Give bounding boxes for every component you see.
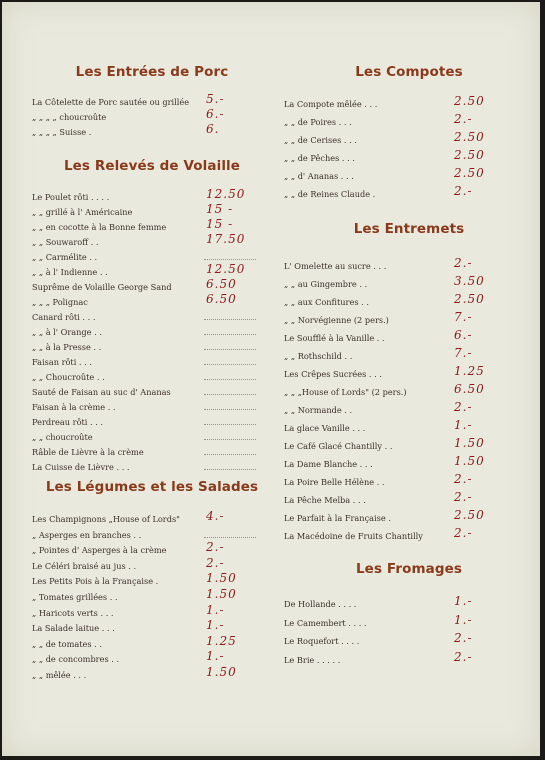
menu-item [284, 346, 534, 367]
menu-item-name: „ „ Norvégienne (2 pers.) [284, 315, 389, 325]
menu-item [284, 256, 534, 277]
menu-item [284, 594, 534, 616]
menu-item-price: 2.50 [454, 94, 485, 108]
menu-item-name: „ „ Normande . . [284, 405, 353, 415]
menu-item-price: 6.50 [454, 382, 485, 396]
menu-item-name: L' Omelette au sucre . . . [284, 261, 387, 271]
menu-item [32, 385, 272, 400]
section-title-legumes-salades: Les Légumes et les Salades [45, 479, 259, 495]
section-title-entrees-porc: Les Entrées de Porc [75, 64, 229, 80]
menu-item-name: „ „ de Pêches . . . [284, 153, 355, 164]
menu-item-price: 17.50 [206, 232, 246, 246]
menu-item-price: 15 - [206, 202, 234, 216]
menu-item-name: La Pêche Melba . . . [284, 495, 366, 505]
menu-item-name: Le Brie . . . . . [284, 654, 341, 665]
menu-item-name: „ „ de Reines Claude . [284, 189, 376, 200]
price-placeholder-dots [204, 259, 256, 260]
menu-item-name: Les Crêpes Sucrées . . . [284, 369, 382, 379]
menu-item-price: 2.50 [454, 148, 485, 163]
menu-item-name: Sauté de Faisan au suc d' Ananas [32, 387, 171, 397]
menu-item-price: 12.50 [206, 262, 246, 276]
menu-item [32, 325, 272, 340]
section-title-releves-volaille: Les Relevés de Volaille [63, 158, 241, 174]
menu-item-price: 1.50 [454, 454, 485, 468]
menu-item-name: Le Parfait à la Française . [284, 513, 391, 523]
section-fromages [284, 594, 534, 671]
menu-item-price: 1.- [206, 649, 225, 664]
menu-item-price: 2.50 [454, 130, 485, 145]
menu-item [284, 631, 534, 653]
menu-item [284, 526, 534, 547]
menu-item-name: „ „ Rothschild . . [284, 351, 353, 361]
menu-item [32, 202, 272, 220]
price-placeholder-dots [204, 349, 256, 350]
menu-item-name: Perdreau rôti . . . [32, 417, 104, 427]
menu-item [284, 382, 534, 403]
menu-item [32, 292, 272, 310]
menu-item-price: 6.- [454, 328, 473, 342]
section-legumes-salades [32, 509, 272, 684]
menu-item-price: 2.- [206, 540, 225, 555]
menu-item [32, 310, 272, 325]
price-placeholder-dots [204, 379, 256, 380]
section-entrees-porc [32, 92, 272, 140]
menu-item-price: 12.50 [206, 187, 246, 201]
menu-item-name: Râble de Lièvre à la crème [32, 447, 144, 457]
menu-item-price: 7.- [454, 310, 473, 324]
menu-item [284, 184, 534, 205]
menu-item-name: „ „ de tomates . . [32, 638, 102, 649]
menu-item [284, 508, 534, 529]
menu-item [32, 122, 272, 140]
menu-item [284, 292, 534, 313]
price-placeholder-dots [204, 394, 256, 395]
price-placeholder-dots [204, 537, 256, 538]
menu-item-name: „ „ de Poires . . . [284, 117, 352, 128]
menu-item [284, 400, 534, 421]
menu-item [284, 490, 534, 511]
menu-item [284, 130, 534, 151]
menu-item-name: Le Roquefort . . . . [284, 636, 360, 646]
section-entremets [284, 256, 534, 547]
menu-item [284, 454, 534, 475]
menu-item-name: „ „ à la Presse . . [32, 342, 102, 352]
menu-item-name: Le Soufflé à la Vanille . . [284, 333, 385, 343]
menu-item-price: 2.50 [454, 292, 485, 306]
menu-item-name: Faisan rôti . . . [32, 357, 92, 367]
menu-item [32, 92, 272, 110]
menu-item [284, 472, 534, 493]
menu-item-name: „ „ au Gingembre . . [284, 279, 368, 289]
menu-item-price: 1.- [206, 602, 225, 617]
menu-item-name: „ „ Carmélite . . [32, 252, 98, 262]
menu-item-name: „ Tomates grillées . . [32, 591, 118, 602]
menu-item-name: „ „ choucroûte [32, 432, 93, 442]
menu-item [32, 445, 272, 460]
menu-item-price: 2.- [454, 400, 473, 414]
menu-item [284, 436, 534, 457]
menu-item [284, 148, 534, 169]
menu-item-name: „ „ Choucroûte . . [32, 372, 105, 382]
menu-item-price: 2.- [454, 256, 473, 270]
menu-item-name: „ Asperges en branches . . [32, 529, 142, 540]
menu-item [284, 112, 534, 133]
menu-item-price: 2.- [454, 631, 473, 645]
menu-item [284, 418, 534, 439]
menu-item-name: „ „ d' Ananas . . . [284, 171, 354, 182]
section-title-compotes: Les Compotes [355, 64, 463, 80]
menu-item [284, 612, 534, 635]
menu-item [32, 586, 272, 606]
menu-item-name: Canard rôti . . . [32, 312, 96, 322]
menu-item-price: 3.50 [454, 274, 485, 288]
menu-item-price: 2.- [454, 490, 473, 504]
menu-item-price: 1.- [454, 594, 473, 608]
menu-item-price: 2.50 [454, 166, 485, 181]
menu-item-name: „ „ mêlée . . . [32, 669, 87, 680]
price-placeholder-dots [204, 424, 256, 425]
menu-item-name: Le Café Glacé Chantilly . . [284, 441, 393, 451]
menu-item [32, 430, 272, 445]
menu-item-price: 6. [206, 122, 220, 136]
menu-item-name: Le Camembert . . . . [284, 617, 367, 628]
menu-item [284, 649, 534, 672]
menu-item-name: La glace Vanille . . . [284, 423, 366, 433]
menu-item-price: 7.- [454, 346, 473, 360]
menu-item-name: La Cuisse de Lièvre . . . [32, 462, 130, 472]
price-placeholder-dots [204, 319, 256, 320]
menu-page [2, 2, 540, 756]
menu-item-name: „ „ à l' Orange . . [32, 327, 102, 337]
menu-item-price: 1.50 [206, 664, 237, 679]
menu-item-name: La Poire Belle Hélène . . [284, 477, 385, 487]
price-placeholder-dots [204, 469, 256, 470]
section-title-entremets: Les Entremets [353, 221, 465, 237]
menu-item-name: „ Pointes d' Asperges à la crème [32, 545, 167, 556]
menu-item-name: „ „ grillé à l' Américaine [32, 207, 133, 217]
menu-item-name: „ „ à l' Indienne . . [32, 267, 108, 277]
menu-item-name: „ „ en cocotte à la Bonne femme [32, 222, 167, 232]
menu-item-name: La Compote mêlée . . . [284, 99, 378, 109]
menu-item [32, 355, 272, 370]
menu-item-price: 1.25 [454, 364, 485, 378]
menu-item-price: 4.- [206, 509, 225, 523]
menu-item-price: 1.50 [206, 571, 237, 586]
menu-item-price: 6.- [206, 107, 225, 121]
menu-item [284, 166, 534, 187]
menu-item-name: „ „ „ Polignac [32, 297, 88, 307]
menu-item [284, 94, 534, 115]
menu-item-name: La Salade laitue . . . [32, 623, 115, 634]
menu-item-name: Suprême de Volaille George Sand [32, 282, 172, 292]
menu-item-price: 1.- [454, 612, 473, 627]
menu-item-price: 1.50 [206, 586, 237, 601]
menu-item-price: 6.50 [206, 292, 237, 306]
price-placeholder-dots [204, 439, 256, 440]
menu-item-price: 2.- [206, 555, 225, 570]
menu-item-price: 1.25 [206, 633, 237, 648]
menu-item [32, 540, 272, 559]
menu-item-name: „ „ de Cerises . . . [284, 135, 357, 146]
menu-item-price: 2.- [454, 184, 473, 199]
menu-item-name: „ Haricots verts . . . [32, 607, 114, 618]
price-placeholder-dots [204, 364, 256, 365]
menu-item-price: 1.- [206, 618, 225, 633]
menu-item-name: „ „ Souwaroff . . [32, 237, 99, 247]
price-placeholder-dots [204, 334, 256, 335]
menu-item [32, 664, 272, 684]
menu-item [32, 415, 272, 430]
menu-item-price: 2.50 [454, 508, 485, 522]
menu-item-name: Les Champignons „House of Lords" [32, 514, 180, 524]
section-releves-volaille [32, 187, 272, 475]
menu-item [32, 232, 272, 250]
menu-item-name: „ „ „House of Lords" (2 pers.) [284, 387, 407, 397]
menu-item-name: „ „ de concombres . . [32, 654, 120, 665]
menu-item [284, 364, 534, 385]
price-placeholder-dots [204, 409, 256, 410]
menu-item-price: 1.50 [454, 436, 485, 450]
menu-item [32, 187, 272, 205]
menu-item-price: 2.- [454, 112, 473, 127]
menu-item-name: Le Poulet rôti . . . . [32, 192, 110, 202]
menu-item [284, 274, 534, 295]
menu-item [284, 328, 534, 349]
menu-item [32, 340, 272, 355]
menu-item-price: 2.- [454, 526, 473, 540]
menu-item-name: La Macédoine de Fruits Chantilly [284, 531, 423, 541]
menu-item-name: „ „ „ „ Suisse . [32, 127, 92, 137]
menu-item-name: La Côtelette de Porc sautée ou grillée [32, 97, 190, 107]
price-placeholder-dots [204, 454, 256, 455]
menu-item-name: Faisan à la crème . . [32, 402, 116, 412]
menu-item [32, 528, 272, 544]
menu-item-price: 5.- [206, 92, 225, 106]
menu-item [284, 310, 534, 331]
menu-item-name: Les Petits Pois à la Française . [32, 576, 159, 587]
menu-item-name: De Hollande . . . . [284, 599, 357, 609]
menu-item [32, 460, 272, 475]
menu-item [32, 107, 272, 125]
menu-item [32, 400, 272, 415]
menu-item [32, 633, 272, 653]
menu-item-price: 2.- [454, 649, 473, 664]
menu-item-name: „ „ „ „ choucroûte [32, 112, 107, 122]
menu-item-name: La Dame Blanche . . . [284, 459, 373, 469]
menu-item-price: 6.50 [206, 277, 237, 291]
menu-item [32, 509, 272, 528]
menu-item-price: 1.- [454, 418, 473, 432]
section-compotes [284, 94, 534, 206]
menu-item-name: „ „ aux Confitures . . [284, 297, 369, 307]
menu-item-price: 15 - [206, 217, 234, 231]
section-title-fromages: Les Fromages [355, 561, 463, 577]
menu-item-price: 2.- [454, 472, 473, 486]
menu-item [32, 370, 272, 385]
menu-item-name: Le Céléri braisé au jus . . [32, 560, 137, 571]
menu-item [32, 602, 272, 622]
